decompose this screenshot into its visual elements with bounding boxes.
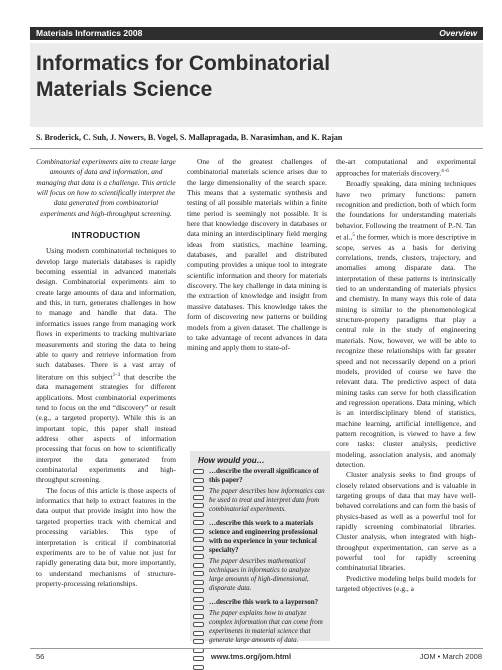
col3-paragraph-1 xyxy=(336,157,476,179)
article-title xyxy=(36,51,330,103)
col3-paragraph-3: Cluster analysis seeks to find groups of closely related observations and is valuable in targeting groups of data that may have well-behaved correlations and can form the basis of physics-based as well as a powerful tool for rapidly screening combinatorial libraries. Cluster analysis, when integrated with high-throughput experimentation, can serve as a powerful tool for rapidly screening combinatorial libraries. xyxy=(336,470,476,573)
sidebar-answer-1: The paper describes how informatics can be used to treat and interpret data from combinatorial experiments. xyxy=(209,487,325,513)
citation-4-6: 4–6 xyxy=(441,169,449,175)
divider-bottom xyxy=(30,648,483,649)
sidebar-question-3: …describe this work to a layperson? xyxy=(209,598,319,606)
title-banner xyxy=(30,43,483,127)
col3-paragraph-4: Predictive modeling helps build models for targeted objectives (e.g., a xyxy=(336,573,476,594)
divider-top xyxy=(30,148,483,149)
title-line-2: Materials Science xyxy=(36,78,213,101)
issue-label: JOM • March 2008 xyxy=(419,652,482,661)
intro-p1-text: Using modern combinatorial techniques to develop large materials databases is rapidly becoming essential in advanced materials design. Combinatorial experiments aim to create large amounts of data and information, and this, in turn, generates challenges in how to manage and handle that data. The informatics issues range from managing work flows in experiments to tracking multivariate measurements and storing the data to being able to query and retrieve information from such databases. There is a vast array of literature on this subject xyxy=(36,246,176,382)
column-3 xyxy=(336,157,476,594)
journal-url-link[interactable]: www.tms.org/jom.html xyxy=(210,652,292,661)
author-list: S. Broderick, C. Suh, J. Nowers, B. Vogel, S. Mallapragada, B. Narasimhan, and K. Rajan xyxy=(36,133,343,142)
header-section: Overview xyxy=(439,28,477,38)
sidebar-question-1: …describe the overall significance of this paper? xyxy=(209,467,319,484)
abstract: Combinatorial experiments aim to create large amounts of data and information, and managing that data is a challenge. This article will focus on how to scientifically interpret the data generated from combinatorial experiments and high-throughput screening. xyxy=(36,157,176,218)
col3-p2-text: Broadly speaking, data mining techniques have two primary functions: pattern recognition and prediction, both of which form the foundations for understanding materials behavior. Following the treatment of P.-N. Tan et al., xyxy=(336,179,476,242)
column-2 xyxy=(187,157,327,354)
sidebar-question-2: …describe this work to a materials science and engineering professional with no experience in your technical specialty? xyxy=(209,519,318,554)
sidebar-body xyxy=(209,467,325,650)
intro-paragraph-2: The focus of this article is those aspects of informatics that help to extract features in the data output that provide insight into how the targeted properties track with chemical and processing variables. This type of interpretation is critical if combinatorial experiments are to be of value not just for rapidly generating data but, more importantly, to understand mechanisms of structure-property-processing relationships. xyxy=(36,485,176,588)
header-journal: Materials Informatics 2008 xyxy=(36,28,143,38)
col3-p1-text: the-art computational and experimental approaches for materials discovery. xyxy=(336,157,476,178)
intro-p1-text-end: that describe the data management strategies for different applications. Most combinatorial experiments tend to focus on the end “discovery” or result (e.g., a targeted property). While this is an important topic, this paper shall instead address other aspects of information processing that focus on how to scientifically interpret the data generated from combinatorial experiments and high-throughput screening. xyxy=(36,372,176,485)
intro-paragraph-1 xyxy=(36,246,176,485)
col2-paragraph-1: One of the greatest challenges of combinatorial materials science arises due to the large dimensionality of the search space. This means that a systematic synthesis and testing of all possible materials within a finite time period is seemingly not possible. It is here that knowledge discovery in databases or data mining an interdisciplinary field merging ideas from statistics, machine learning, databases, and parallel and distributed computing provides a unique tool to integrate scientific information and theory for materials discovery. The key challenge in data mining is the extraction of knowledge and insight from massive databases. This knowledge takes the form of discovering new patterns or building models from a given dataset. The challenge is to take advantage of recent advances in data mining and apply them to state-of- xyxy=(187,157,327,353)
title-line-1: Informatics for Combinatorial xyxy=(36,52,331,75)
how-would-you-sidebar xyxy=(190,451,330,644)
col3-p2-text-end: the former, which is more descriptive in scope, serves as a basis for deriving correlations, trends, clusters, trajectory, and anomalies among disparate data. The interpretation of these patterns is intrinsically tied to an understanding of materials physics and chemistry. In many ways this role of data mining is similar to the phenomenological structure-property paradigms that play a central role in the study of engineering materials. Now, however, we will be able to recognize these relationships with far greater speed and not necessarily depend on a priori models, provided of course we have the relevant data. The predictive aspect of data mining tasks can serve for both classification and regression operations. Data mining, which is an interdisciplinary blend of statistics, machine learning, artificial intelligence, and pattern recognition, is viewed to have a few core tasks: cluster analysis, predictive modeling, association analysis, and anomaly detection. xyxy=(336,232,476,469)
column-1 xyxy=(36,157,176,589)
sidebar-answer-2: The paper describes mathematical techniques in informatics to analyze large amounts of high-dimensional, disparate data. xyxy=(209,557,311,592)
citation-1-3: 1–3 xyxy=(112,372,121,378)
section-heading-introduction: INTRODUCTION xyxy=(71,230,141,241)
page-number: 56 xyxy=(36,652,45,661)
sidebar-answer-3: The paper explains how to analyze complex information that can come from experiments in material science that generate large amounts of data. xyxy=(209,609,323,644)
notebook-spiral-icon xyxy=(193,469,205,634)
running-header xyxy=(30,27,483,40)
citation-5: 5 xyxy=(352,232,355,238)
sidebar-title: How would you… xyxy=(198,456,265,465)
col3-paragraph-2 xyxy=(336,179,476,470)
